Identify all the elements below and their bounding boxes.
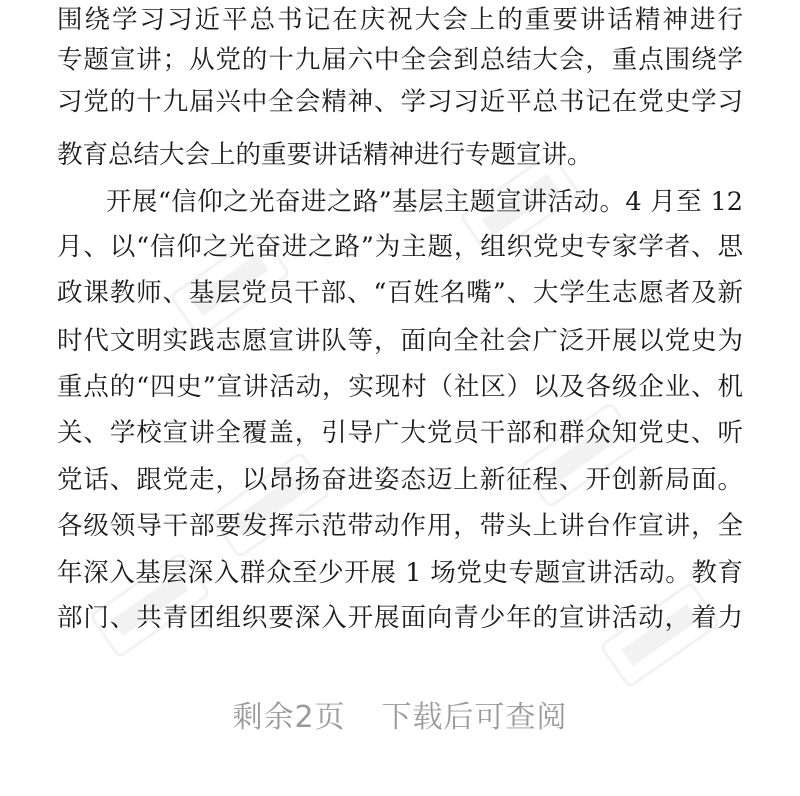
text-line: 月、以“信仰之光奋进之路”为主题，组织党史专家学者、思 <box>57 232 743 262</box>
text-line: 专题宣讲；从党的十九届六中全会到总结大会，重点围绕学 <box>57 45 743 75</box>
text-line: 围绕学习习近平总书记在庆祝大会上的重要讲话精神进行 <box>57 5 743 35</box>
download-to-view-label: 下载后可查阅 <box>381 700 568 735</box>
text-line: 习党的十九届兴中全会精神、学习习近平总书记在党史学习 <box>57 87 743 117</box>
text-line: 时代文明实践志愿宣讲队等，面向全社会广泛开展以党史为 <box>57 326 743 356</box>
remaining-pages-label: 剩余2页 <box>232 700 346 735</box>
text-line: 开展“信仰之光奋进之路”基层主题宣讲活动。4 月至 12 <box>106 187 743 217</box>
remaining-pages-notice[interactable] <box>0 696 800 740</box>
text-line: 党话、跟党走，以昂扬奋进姿态迈上新征程、开创新局面。 <box>57 465 743 495</box>
text-line: 关、学校宣讲全覆盖，引导广大党员干部和群众知党史、听 <box>57 418 743 448</box>
text-line: 政课教师、基层党员干部、“百姓名嘴”、大学生志愿者及新 <box>57 278 743 308</box>
text-line: 年深入基层深入群众至少开展 1 场党史专题宣讲活动。教育 <box>57 558 743 588</box>
text-line: 教育总结大会上的重要讲话精神进行专题宣讲。 <box>57 140 593 170</box>
text-line: 部门、共青团组织要深入开展面向青少年的宣讲活动，着力 <box>57 603 743 633</box>
text-line: 重点的“四史”宣讲活动，实现村（社区）以及各级企业、机 <box>57 372 743 402</box>
text-line: 各级领导干部要发挥示范带动作用，带头上讲台作宣讲，全 <box>57 511 743 541</box>
